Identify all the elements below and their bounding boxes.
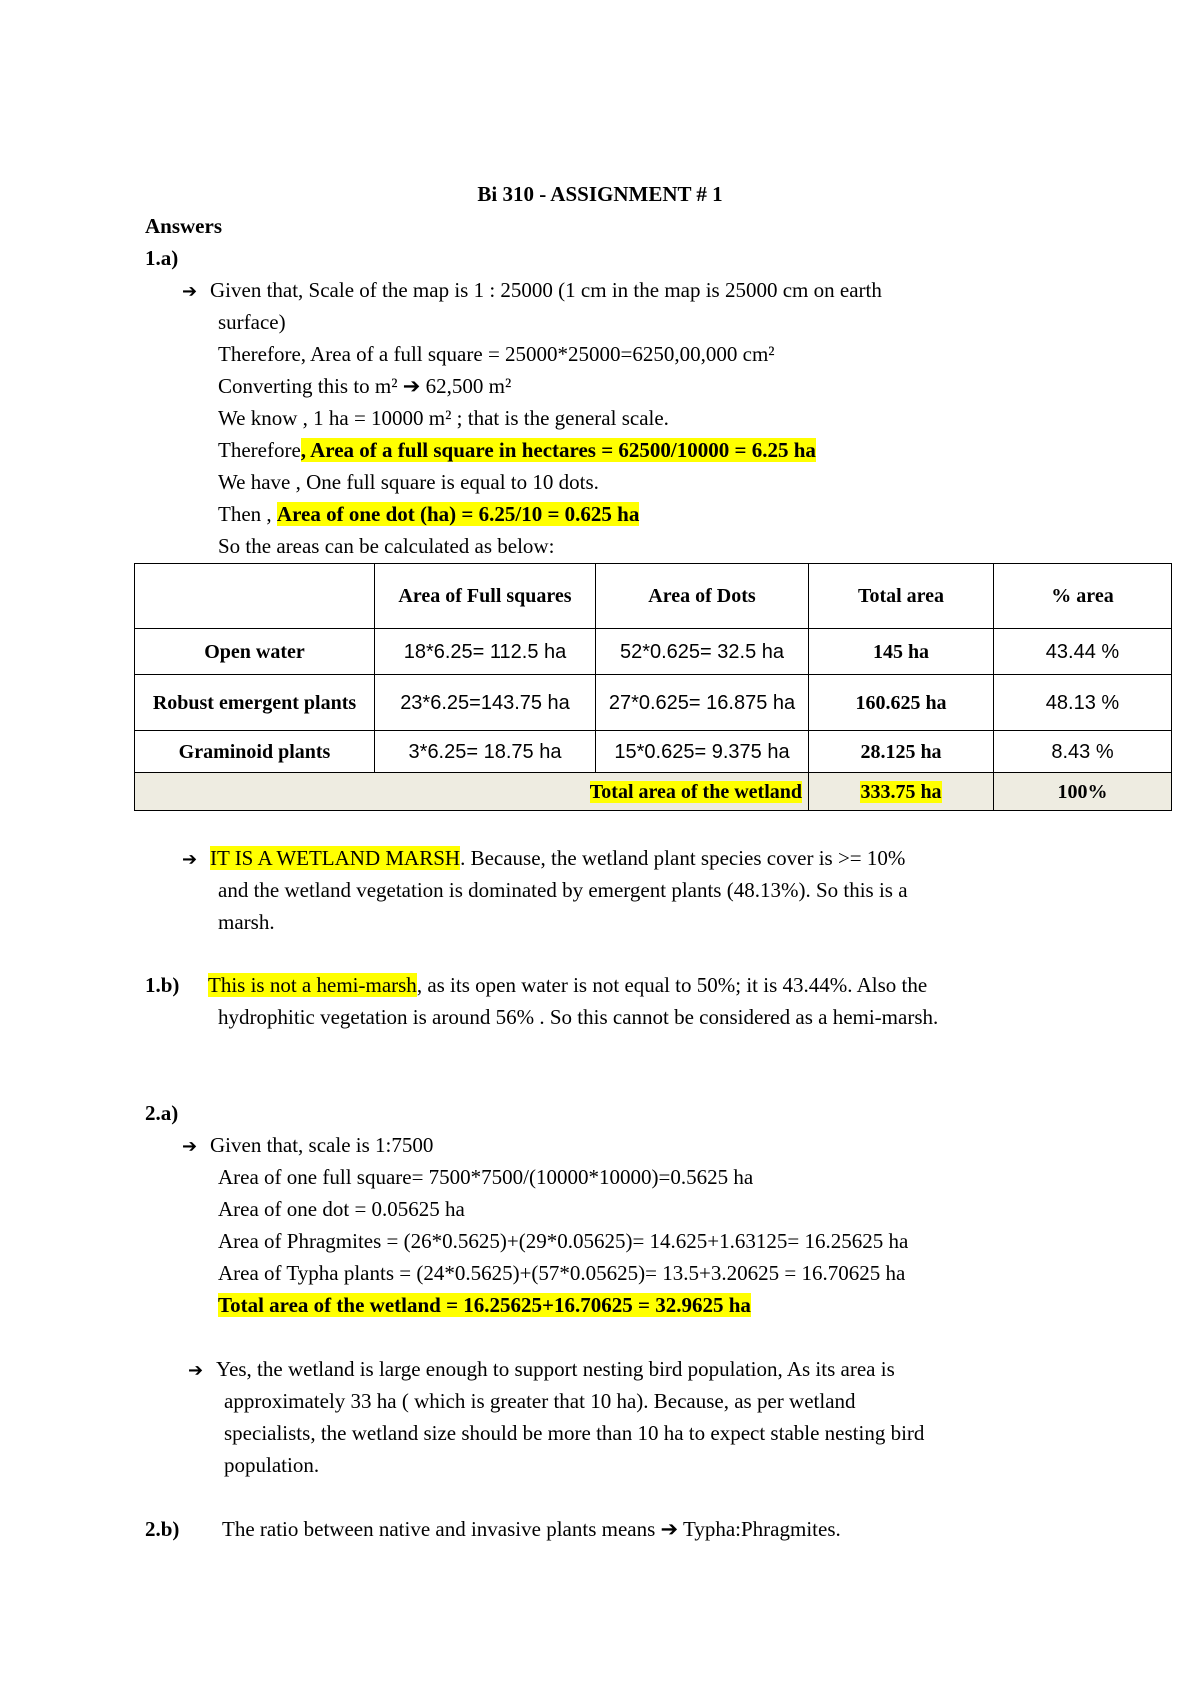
- q2b-text: The ratio between native and invasive plants means ➔ Typha:Phragmites.: [222, 1517, 841, 1541]
- q1a-line-7: We have , One full square is equal to 10 dots.: [218, 470, 599, 494]
- table-header-row: [135, 564, 1172, 629]
- arrow-right-icon: ➔: [182, 849, 198, 870]
- table-row: [135, 629, 1172, 675]
- arrow-right-icon: ➔: [182, 281, 198, 302]
- answers-heading: Answers: [145, 214, 222, 238]
- table-header-cell: Area of Full squares: [375, 564, 596, 629]
- q1a-line-4: Converting this to m² ➔ 62,500 m²: [218, 374, 512, 398]
- q1a-line-8: Then , Area of one dot (ha) = 6.25/10 = 0.625 ha: [218, 502, 640, 526]
- q2b-label: 2.b): [145, 1517, 180, 1541]
- q2a-yes-line-2: approximately 33 ha ( which is greater that 10 ha). Because, as per wetland: [224, 1389, 856, 1413]
- q2a-line-3: Area of one dot = 0.05625 ha: [218, 1197, 465, 1221]
- table-header-cell: [135, 564, 375, 629]
- total-value-cell: [809, 773, 994, 811]
- row-full-squares: 3*6.25= 18.75 ha: [375, 731, 596, 773]
- q2a-line-2: Area of one full square= 7500*7500/(10000*10000)=0.5625 ha: [218, 1165, 754, 1189]
- table-header-cell: Total area: [809, 564, 994, 629]
- marsh-line-2: and the wetland vegetation is dominated by emergent plants (48.13%). So this is a: [218, 878, 908, 902]
- q1a-line-3: Therefore, Area of a full square = 25000*25000=6250,00,000 cm²: [218, 342, 775, 366]
- q2a-yes-line-1: ➔ Yes, the wetland is large enough to support nesting bird population, As its area is: [188, 1357, 895, 1381]
- table-row: [135, 731, 1172, 773]
- q1b-label: 1.b): [145, 973, 180, 997]
- area-table: [134, 563, 1172, 811]
- highlight-total-wetland-area: Total area of the wetland = 16.25625+16.70625 = 32.9625 ha: [218, 1293, 751, 1317]
- q2a-total-line: [218, 1293, 751, 1317]
- row-full-squares: 23*6.25=143.75 ha: [375, 675, 596, 731]
- table-total-row: [135, 773, 1172, 811]
- row-dots: 27*0.625= 16.875 ha: [596, 675, 809, 731]
- page-title: Bi 310 - ASSIGNMENT # 1: [477, 182, 723, 206]
- marsh-line-3: marsh.: [218, 910, 275, 934]
- table-row: [135, 675, 1172, 731]
- q1a-line-9: So the areas can be calculated as below:: [218, 534, 555, 558]
- q1a-line-5: We know , 1 ha = 10000 m² ; that is the general scale.: [218, 406, 669, 430]
- q2a-yes-line-4: population.: [224, 1453, 320, 1477]
- total-label-cell: [135, 773, 809, 811]
- total-percent: 100%: [994, 773, 1172, 811]
- q1a-line-1: ➔ Given that, Scale of the map is 1 : 25000 (1 cm in the map is 25000 cm on earth: [182, 278, 882, 302]
- q2a-line-1: ➔ Given that, scale is 1:7500: [182, 1133, 434, 1157]
- q1b-line-1: This is not a hemi-marsh, as its open water is not equal to 50%; it is 43.44%. Also the: [208, 973, 928, 997]
- arrow-right-icon: ➔: [182, 1136, 198, 1157]
- q1a-line-2: surface): [218, 310, 286, 334]
- q2a-label: 2.a): [145, 1101, 179, 1125]
- row-total: 145 ha: [809, 629, 994, 675]
- q1a-line-6: Therefore, Area of a full square in hectares = 62500/10000 = 6.25 ha: [218, 438, 816, 462]
- marsh-line-1: ➔ IT IS A WETLAND MARSH. Because, the wetland plant species cover is >= 10%: [182, 846, 906, 870]
- q1b-line-2: hydrophitic vegetation is around 56% . So this cannot be considered as a hemi-marsh.: [218, 1005, 939, 1029]
- row-label: Graminoid plants: [135, 731, 375, 773]
- row-total: 160.625 ha: [809, 675, 994, 731]
- q2a-line-4: Area of Phragmites = (26*0.5625)+(29*0.05625)= 14.625+1.63125= 16.25625 ha: [218, 1229, 909, 1253]
- row-percent: 8.43 %: [994, 731, 1172, 773]
- highlight-one-dot-ha: Area of one dot (ha) = 6.25/10 = 0.625 ha: [276, 502, 640, 526]
- row-percent: 48.13 %: [994, 675, 1172, 731]
- row-dots: 52*0.625= 32.5 ha: [596, 629, 809, 675]
- row-label: Robust emergent plants: [135, 675, 375, 731]
- row-dots: 15*0.625= 9.375 ha: [596, 731, 809, 773]
- q2a-line-5: Area of Typha plants = (24*0.5625)+(57*0.05625)= 13.5+3.20625 = 16.70625 ha: [218, 1261, 906, 1285]
- row-total: 28.125 ha: [809, 731, 994, 773]
- table-header-cell: % area: [994, 564, 1172, 629]
- highlight-full-square-ha: , Area of a full square in hectares = 62500/10000 = 6.25 ha: [300, 438, 816, 462]
- row-label: Open water: [135, 629, 375, 675]
- row-full-squares: 18*6.25= 112.5 ha: [375, 629, 596, 675]
- total-value: 333.75 ha: [860, 780, 942, 803]
- total-label: Total area of the wetland: [589, 780, 802, 803]
- q1a-label: 1.a): [145, 246, 179, 270]
- highlight-not-hemi-marsh: This is not a hemi-marsh: [208, 973, 417, 997]
- table-header-cell: Area of Dots: [596, 564, 809, 629]
- arrow-right-icon: ➔: [188, 1360, 204, 1381]
- highlight-wetland-marsh: IT IS A WETLAND MARSH: [210, 846, 461, 870]
- q2a-yes-line-3: specialists, the wetland size should be more than 10 ha to expect stable nesting bird: [224, 1421, 925, 1445]
- row-percent: 43.44 %: [994, 629, 1172, 675]
